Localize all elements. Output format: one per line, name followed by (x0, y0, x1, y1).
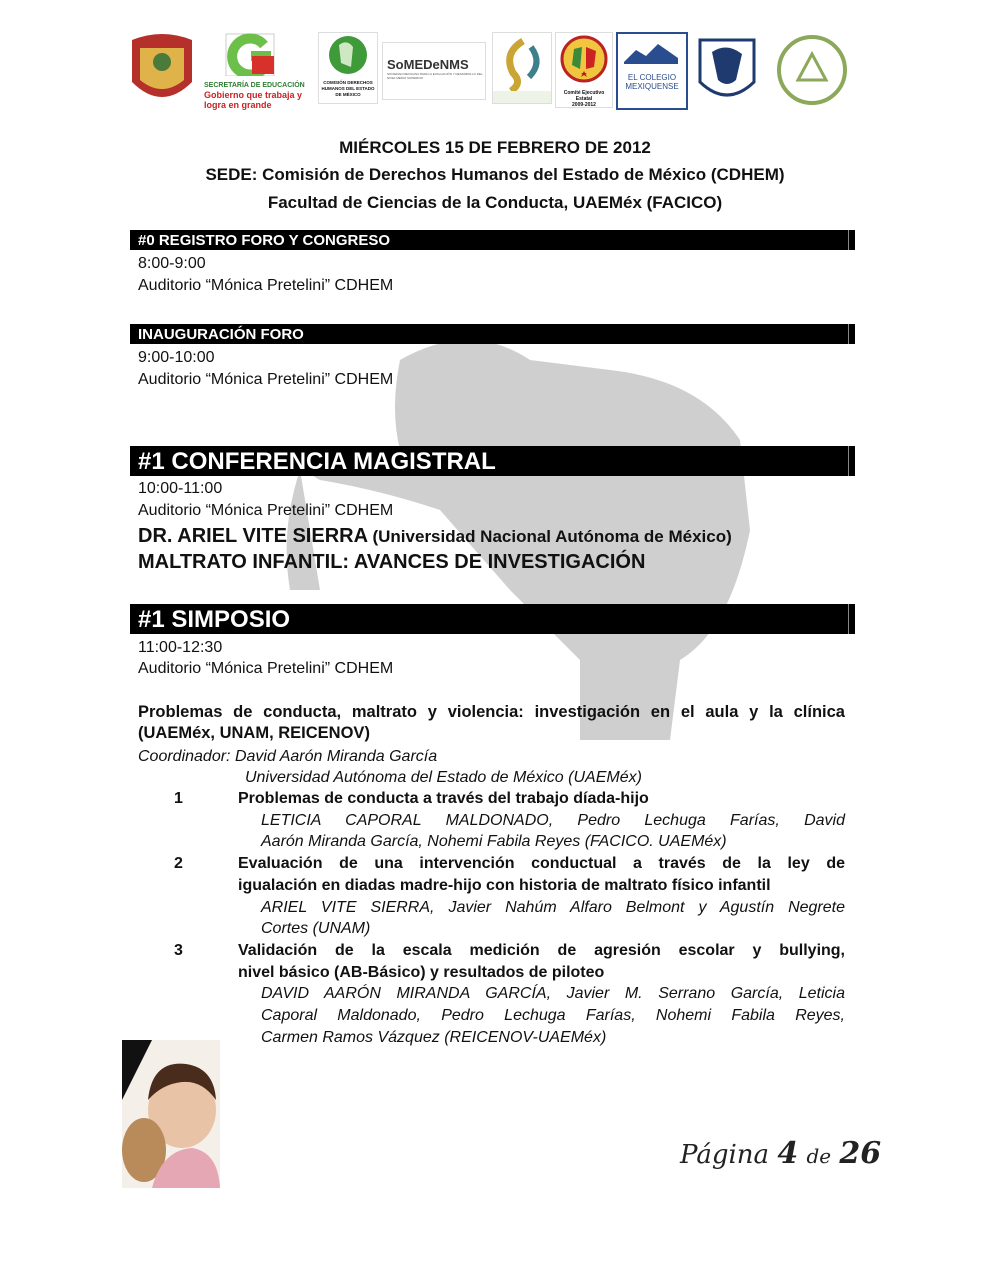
paper-authors: ARIEL VITE SIERRA, Javier Nahúm Alfaro Belmont y Agustín Negrete (261, 898, 845, 916)
paper-authors: Carmen Ramos Vázquez (REICENOV-UAEMéx) (261, 1028, 607, 1046)
swirl-logo (492, 32, 552, 104)
section-bar-registro: #0 REGISTRO FORO Y CONGRESO (130, 230, 855, 250)
paper-item (138, 788, 845, 853)
section-place: Auditorio “Mónica Pretelini” CDHEM (138, 371, 394, 388)
paper-authors: DAVID AARÓN MIRANDA GARCÍA, Javier M. Serrano García, Leticia (261, 985, 845, 1003)
colegio-mexiquense-logo: EL COLEGIO MEXIQUENSE (616, 32, 688, 110)
paper-list (138, 788, 845, 1048)
section-time: 9:00-10:00 (138, 349, 215, 366)
speaker-affiliation: (Universidad Nacional Autónoma de México) (372, 527, 732, 546)
child-photo (122, 1040, 220, 1188)
section-place: Auditorio “Mónica Pretelini” CDHEM (138, 502, 394, 519)
section-place: Auditorio “Mónica Pretelini” CDHEM (138, 660, 394, 677)
symposium-title: Problemas de conducta, maltrato y violencia: investigación en el aula y la clínica (UAEMéx, UNAM, REICENOV) (138, 703, 845, 742)
coordinator-affiliation: Universidad Autónoma del Estado de México (UAEMéx) (245, 769, 642, 786)
sede-heading: SEDE: Comisión de Derechos Humanos del Estado de México (CDHEM) (205, 165, 785, 184)
somedenms-logo: SoMEDeNMS SOCIEDAD MEXICANA PARA LA EVALUACIÓN Y DESARROLLO DEL NIVEL MEDIO SUPERIOR (382, 42, 486, 100)
logo-banner (122, 32, 852, 112)
secretaria-educacion-slogan: Gobierno que trabaja y logra en grande (204, 90, 303, 110)
paper-number: 3 (174, 941, 183, 959)
paper-title: Problemas de conducta a través del trabajo díada-hijo (238, 790, 649, 807)
section-time: 11:00-12:30 (138, 639, 223, 656)
paper-item (138, 940, 845, 1049)
page-number: Página 4 de 26 (680, 1136, 882, 1171)
paper-number: 1 (174, 790, 183, 807)
secretaria-educacion-logo: SECRETARÍA DE EDUCACIÓN Gobierno que trabaja y logra en grande (204, 32, 314, 114)
uaemex-logo (772, 32, 852, 108)
paper-authors: Cortes (UNAM) (261, 920, 371, 938)
section-bar-simposio: #1 SIMPOSIO (130, 604, 855, 634)
section-time: 8:00-9:00 (138, 255, 206, 272)
paper-authors: Aarón Miranda García, Nohemi Fabila Reyes (FACICO. UAEMéx) (261, 833, 727, 851)
paper-title: nivel básico (AB-Básico) y resultados de piloteo (238, 963, 605, 981)
coordinator: Coordinador: David Aarón Miranda García (138, 748, 438, 765)
facultad-heading: Facultad de Ciencias de la Conducta, UAEMéx (FACICO) (267, 193, 723, 212)
paper-title: Evaluación de una intervención conductual a través de la ley de (238, 855, 845, 873)
date-heading: MIÉRCOLES 15 DE FEBRERO DE 2012 (339, 138, 651, 157)
section-bar-conferencia: #1 CONFERENCIA MAGISTRAL (130, 446, 855, 476)
unam-logo (692, 32, 762, 108)
comite-ejecutivo-logo: Comité Ejecutivo Estatal 2009-2012 (555, 32, 613, 108)
section-place: Auditorio “Mónica Pretelini” CDHEM (138, 277, 394, 294)
paper-item (138, 853, 845, 940)
paper-number: 2 (174, 855, 183, 873)
section-time: 10:00-11:00 (138, 480, 223, 497)
paper-title: Validación de la escala medición de agresión escolar y bullying, (238, 941, 845, 959)
estado-de-mexico-shield-logo (122, 32, 202, 108)
speaker-line (138, 523, 732, 551)
section-bar-inauguracion: INAUGURACIÓN FORO (130, 324, 855, 344)
paper-authors: LETICIA CAPORAL MALDONADO, Pedro Lechuga Farías, David (261, 811, 845, 829)
speaker-name: DR. ARIEL VITE SIERRA (138, 525, 369, 547)
paper-title: igualación en diadas madre-hijo con historia de maltrato físico infantil (238, 876, 771, 894)
conference-topic: MALTRATO INFANTIL: AVANCES DE INVESTIGACIÓN (138, 551, 646, 573)
cdhem-logo: COMISIÓN DERECHOS HUMANOS DEL ESTADO DE MÉXICO (318, 32, 378, 104)
paper-authors: Caporal Maldonado, Pedro Lechuga Farías, Nohemi Fabila Reyes, (261, 1007, 845, 1025)
